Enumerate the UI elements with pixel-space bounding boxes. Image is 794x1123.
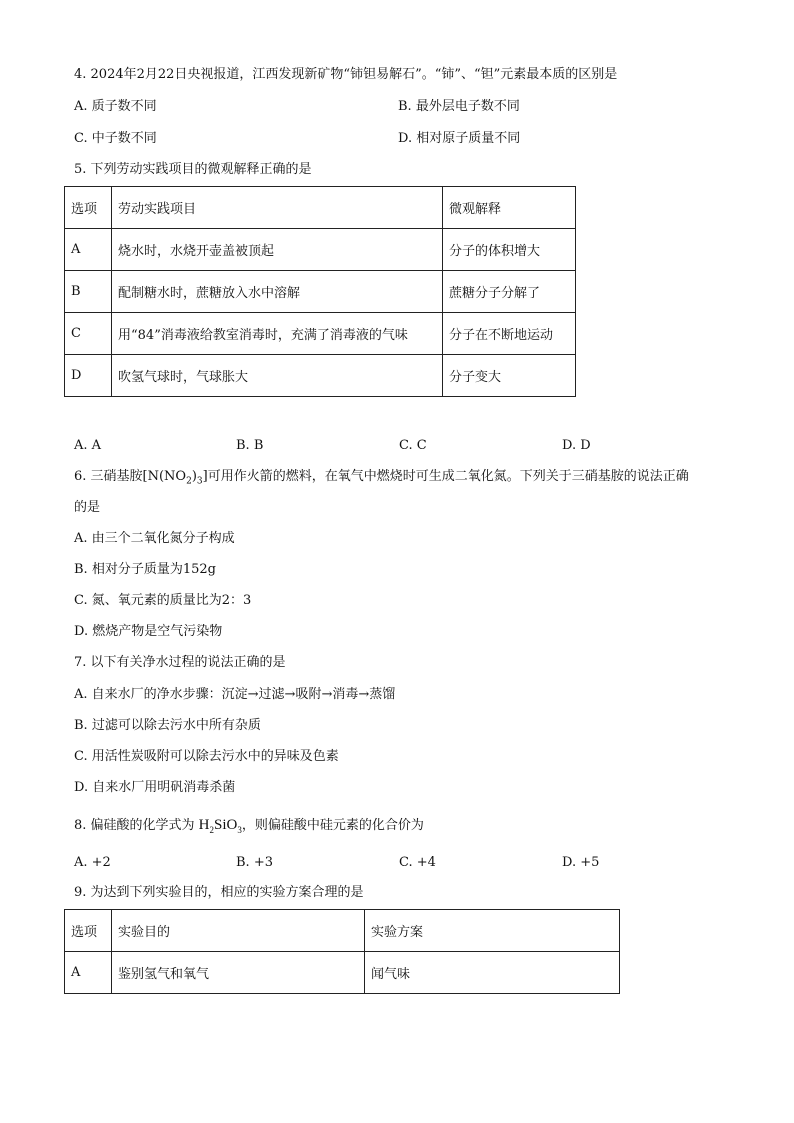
q7-stem: 7. 以下有关净水过程的说法正确的是 [74, 655, 286, 670]
table-header-row [65, 187, 576, 229]
q4-option-c: C. 中子数不同 [74, 131, 157, 146]
table-cell: 配制糖水时，蔗糖放入水中溶解 [112, 271, 443, 313]
table-header-cell: 选项 [65, 910, 112, 952]
q4-option-a: A. 质子数不同 [74, 99, 157, 114]
q6-stem-line1 [74, 468, 689, 491]
q6-option-c: C. 氮、氧元素的质量比为2：3 [74, 593, 252, 608]
table-cell: C [65, 313, 112, 355]
table-cell: D [65, 355, 112, 397]
table-header-cell: 实验目的 [112, 910, 365, 952]
table-header-cell: 选项 [65, 187, 112, 229]
q8-option-c: C. +4 [399, 855, 436, 870]
q8-formula-sub2: 2 [209, 825, 215, 835]
table-cell: B [65, 271, 112, 313]
q6-option-b: B. 相对分子质量为152g [74, 562, 216, 577]
q8-formula-sub3: 3 [237, 825, 242, 835]
q8-option-b: B. +3 [236, 855, 273, 870]
q8-option-d: D. +5 [562, 855, 600, 870]
table-cell: A [65, 952, 112, 994]
q5-option-a: A. A [74, 438, 102, 453]
table-cell: A [65, 229, 112, 271]
q4-option-d: D. 相对原子质量不同 [398, 131, 521, 146]
table-header-cell: 劳动实践项目 [112, 187, 443, 229]
table-cell: 蔗糖分子分解了 [443, 271, 576, 313]
q8-option-a: A. +2 [74, 855, 111, 870]
table-cell: 鉴别氢气和氧气 [112, 952, 365, 994]
q7-option-b: B. 过滤可以除去污水中所有杂质 [74, 718, 261, 733]
q8-stem [74, 816, 424, 839]
table-cell: 分子的体积增大 [443, 229, 576, 271]
q5-stem: 5. 下列劳动实践项目的微观解释正确的是 [74, 162, 312, 177]
q5-option-c: C. C [399, 438, 427, 453]
table-row [65, 313, 576, 355]
q6-stem-part1: 6. 三硝基胺[N(NO [74, 469, 187, 484]
table-header-cell: 微观解释 [443, 187, 576, 229]
q5-option-b: B. B [236, 438, 264, 453]
table-row [65, 229, 576, 271]
table-cell: 分子变大 [443, 355, 576, 397]
q5-table [64, 186, 576, 397]
q8-stem-before: 8. 偏硅酸的化学式为 [74, 818, 199, 833]
q6-sub3: 3 [196, 476, 203, 487]
table-header-row [65, 910, 620, 952]
q8-formula [199, 817, 242, 833]
table-row [65, 271, 576, 313]
table-cell: 吹氢气球时，气球胀大 [112, 355, 443, 397]
q6-sub2: 2 [186, 476, 192, 487]
q6-stem-line2: 的是 [74, 500, 101, 515]
q5-options [74, 437, 754, 455]
q6-option-d: D. 燃烧产物是空气污染物 [74, 624, 223, 639]
q4-option-b: B. 最外层电子数不同 [398, 99, 520, 114]
q8-stem-after: ，则偏硅酸中硅元素的化合价为 [241, 818, 424, 833]
table-cell: 闻气味 [365, 952, 620, 994]
q6-stem-mid: ) [191, 469, 197, 484]
q9-stem: 9. 为达到下列实验目的，相应的实验方案合理的是 [74, 885, 364, 900]
table-cell: 用“84”消毒液给教室消毒时，充满了消毒液的气味 [112, 313, 443, 355]
q7-option-c: C. 用活性炭吸附可以除去污水中的异味及色素 [74, 749, 339, 764]
q4-stem: 4. 2024年2月22日央视报道，江西发现新矿物“铈钽易解石”。“铈”、“钽”元素最本质的区别是 [74, 67, 618, 82]
table-header-cell: 实验方案 [365, 910, 620, 952]
q8-options [74, 854, 754, 872]
q6-stem-part2: ]可用作火箭的燃料，在氧气中燃烧时可生成二氧化氮。下列关于三硝基胺的说法正确 [202, 469, 689, 484]
q9-table [64, 909, 620, 994]
table-cell: 烧水时，水烧开壶盖被顶起 [112, 229, 443, 271]
table-cell: 分子在不断地运动 [443, 313, 576, 355]
q7-option-d: D. 自来水厂用明矾消毒杀菌 [74, 780, 236, 795]
q6-option-a: A. 由三个二氧化氮分子构成 [74, 531, 235, 546]
table-row [65, 952, 620, 994]
table-row [65, 355, 576, 397]
q5-option-d: D. D [562, 438, 591, 453]
q8-formula-h: H [198, 817, 210, 833]
q7-option-a: A. 自来水厂的净水步骤：沉淀→过滤→吸附→消毒→蒸馏 [74, 687, 396, 702]
q8-formula-si: SiO [214, 817, 238, 833]
